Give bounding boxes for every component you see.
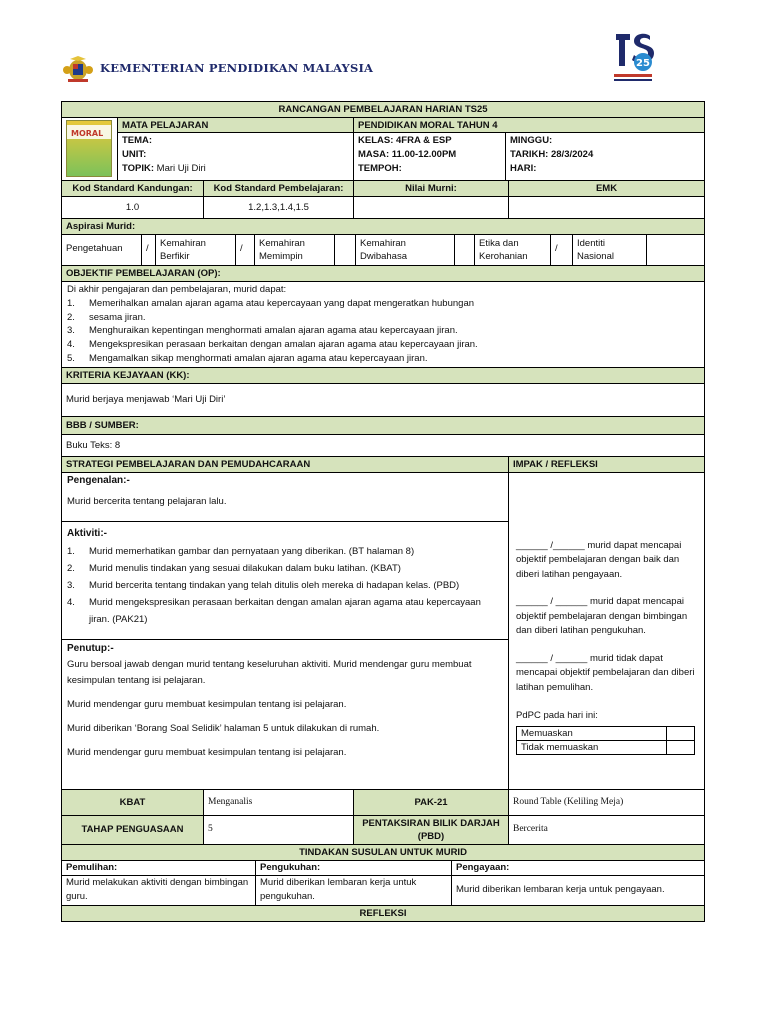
penutup-line-1: Guru bersoal jawab dengan murid tentang keseluruhan aktiviti. Murid mendengar guru membuat kesimpulan tentang isi pelajaran. <box>67 658 472 686</box>
ts25-logo-text: 25 <box>636 58 650 69</box>
kod-pembelajaran-header: Kod Standard Pembelajaran: <box>204 181 354 197</box>
kriteria-heading: KRITERIA KEJAYAAN (KK): <box>62 367 705 383</box>
class-info-cell <box>354 118 705 181</box>
pdpc-checkbox-tidak-memuaskan[interactable] <box>667 740 695 754</box>
kriteria-text: Murid berjaya menjawab ‘Mari Uji Diri’ <box>62 383 705 416</box>
aspirasi-mark-6 <box>647 235 704 265</box>
subject-value: PENDIDIKAN MORAL TAHUN 4 <box>354 118 704 133</box>
aktiviti-heading: Aktiviti:- <box>67 527 107 539</box>
aspirasi-mark-1: / <box>142 235 156 265</box>
pak21-value: Round Table (Keliling Meja) <box>509 789 705 815</box>
kod-kandungan-header: Kod Standard Kandungan: <box>62 181 204 197</box>
impak-line-3: ______ / ______ murid tidak dapat mencapai objektif pembelajaran dan diberi latihan pemulihan. <box>516 652 695 693</box>
impak-heading: IMPAK / REFLEKSI <box>509 456 705 472</box>
list-item: 1. Memerihalkan amalan ajaran agama atau kepercayaan yang dapat mengeratkan hubungan <box>67 297 475 309</box>
tahap-label: TAHAP PENGUASAAN <box>62 815 204 844</box>
kod-kandungan-value: 1.0 <box>62 197 204 219</box>
tahap-value: 5 <box>204 815 354 844</box>
list-item: 3. Menghuraikan kepentingan menghormati amalan ajaran agama atau kepercayaan jiran. <box>67 325 458 337</box>
list-item: 2. sesama jiran. <box>67 311 146 323</box>
objektif-intro: Di akhir pengajaran dan pembelajaran, murid dapat: <box>67 284 287 295</box>
pak21-label: PAK-21 <box>354 789 509 815</box>
penutup-line-4: Murid mendengar guru membuat kesimpulan tentang isi pelajaran. <box>67 746 347 758</box>
refleksi-heading: REFLEKSI <box>62 905 705 921</box>
list-item: 2. Murid menulis tindakan yang sesuai dilakukan dalam buku latihan. (KBAT) <box>67 562 401 574</box>
topik-label: TOPIK: <box>122 163 155 174</box>
kbat-value: Menganalis <box>204 789 354 815</box>
pengayaan-header: Pengayaan: <box>456 861 510 873</box>
impak-line-2: ______ / ______ murid dapat mencapai objektif pembelajaran dengan bimbingan dan diberi latihan pengukuhan. <box>516 596 688 637</box>
subject-info-cell <box>62 118 354 181</box>
textbook-cover-text: MORAL <box>71 129 104 138</box>
pbd-label: PENTAKSIRAN BILIK DARJAH (PBD) <box>354 815 509 844</box>
document-header <box>60 20 710 90</box>
pengenalan-text: Murid bercerita tentang pelajaran lalu. <box>67 495 227 507</box>
coat-of-arms-logo <box>62 55 94 83</box>
pdpc-option-tidak-memuaskan: Tidak memuaskan <box>517 740 667 754</box>
kbat-label: KBAT <box>62 789 204 815</box>
tarikh-field: TARIKH: 28/3/2024 <box>510 149 594 160</box>
aspirasi-identiti-nasional: Identiti Nasional <box>573 235 647 265</box>
lesson-plan-table <box>61 101 705 922</box>
impak-content <box>509 472 705 789</box>
pdpc-label: PdPC pada hari ini: <box>516 710 598 722</box>
bbb-heading: BBB / SUMBER: <box>62 416 705 434</box>
pengukuhan-value: Murid diberikan lembaran kerja untuk pengukuhan. <box>256 876 452 905</box>
list-item: 4. Murid mengekspresikan perasaan berkaitan dengan amalan ajaran agama atau kepercayaan jiran. (PAK21) <box>67 596 481 625</box>
penutup-line-3: Murid diberikan ‘Borang Soal Selidik’ halaman 5 untuk dilakukan di rumah. <box>67 722 380 734</box>
emk-value <box>509 197 705 219</box>
tindakan-value-row <box>62 875 705 905</box>
pengayaan-value: Murid diberikan lembaran kerja untuk pengayaan. <box>456 883 665 895</box>
aspirasi-heading: Aspirasi Murid: <box>62 219 705 235</box>
aspirasi-row <box>62 235 705 266</box>
objektif-heading: OBJEKTIF PEMBELAJARAN (OP): <box>62 266 705 282</box>
pemulihan-value: Murid melakukan aktiviti dengan bimbingan guru. <box>62 876 256 905</box>
plan-title: RANCANGAN PEMBELAJARAN HARIAN TS25 <box>62 102 705 118</box>
nilai-murni-value <box>354 197 509 219</box>
nilai-murni-header: Nilai Murni: <box>354 181 509 197</box>
ministry-title: KEMENTERIAN PENDIDIKAN MALAYSIA <box>100 61 374 75</box>
list-item: 1. Murid memerhatikan gambar dan pernyataan yang diberikan. (BT halaman 8) <box>67 545 415 557</box>
tindakan-heading: TINDAKAN SUSULAN UNTUK MURID <box>62 844 705 860</box>
objektif-content <box>62 282 705 368</box>
impak-line-1: ______ /______ murid dapat mencapai objektif pembelajaran dengan baik dan diberi latihan pengayaan. <box>516 539 682 580</box>
unit-label: UNIT: <box>122 149 147 160</box>
aspirasi-mark-3 <box>335 235 356 265</box>
masa-field: MASA: 11.00-12.00PM <box>358 149 457 160</box>
hari-field: HARI: <box>510 163 537 174</box>
textbook-cover-image <box>66 120 112 177</box>
penutup-line-2: Murid mendengar guru membuat kesimpulan tentang isi pelajaran. <box>67 698 347 710</box>
aspirasi-kemahiran-memimpin: Kemahiran Memimpin <box>255 235 335 265</box>
list-item: 4. Mengekspresikan perasaan berkaitan dengan amalan ajaran agama atau kepercayaan jiran. <box>67 339 478 351</box>
tema-label: TEMA: <box>122 135 153 146</box>
list-item: 5. Mengamalkan sikap menghormati amalan ajaran agama atau kepercayaan jiran. <box>67 352 428 364</box>
aspirasi-kemahiran-dwibahasa: Kemahiran Dwibahasa <box>356 235 455 265</box>
tempoh-field: TEMPOH: <box>358 163 402 174</box>
strategi-content <box>62 472 509 789</box>
topik-value: Mari Uji Diri <box>154 163 206 174</box>
list-item: 3. Murid bercerita tentang tindakan yang telah ditulis oleh mereka di hadapan kelas. (PBD) <box>67 579 460 591</box>
penutup-heading: Penutup:- <box>67 642 114 654</box>
subject-label: MATA PELAJARAN <box>117 118 353 133</box>
kelas-field: KELAS: 4FRA & ESP <box>358 135 452 146</box>
bbb-text: Buku Teks: 8 <box>62 434 705 456</box>
aspirasi-mark-2: / <box>236 235 255 265</box>
pemulihan-header: Pemulihan: <box>62 861 256 875</box>
aspirasi-mark-5: / <box>551 235 573 265</box>
aspirasi-mark-4 <box>455 235 475 265</box>
tindakan-header-row <box>62 860 705 875</box>
emk-header: EMK <box>509 181 705 197</box>
pengenalan-heading: Pengenalan:- <box>67 474 130 486</box>
aspirasi-etika-kerohanian: Etika dan Kerohanian <box>475 235 551 265</box>
objektif-list <box>67 297 700 366</box>
pdpc-checkbox-memuaskan[interactable] <box>667 726 695 740</box>
pengukuhan-header: Pengukuhan: <box>256 861 452 875</box>
ts25-logo <box>608 26 658 84</box>
aspirasi-kemahiran-berfikir: Kemahiran Berfikir <box>156 235 236 265</box>
aspirasi-pengetahuan: Pengetahuan <box>62 235 142 265</box>
minggu-field: MINGGU: <box>510 135 553 146</box>
strategi-heading: STRATEGI PEMBELAJARAN DAN PEMUDAHCARAAN <box>62 456 509 472</box>
pdpc-option-memuaskan: Memuaskan <box>517 726 667 740</box>
pbd-value: Bercerita <box>509 815 705 844</box>
pdpc-options-table <box>516 726 695 755</box>
aktiviti-list <box>67 543 503 628</box>
kod-pembelajaran-value: 1.2,1.3,1.4,1.5 <box>204 197 354 219</box>
